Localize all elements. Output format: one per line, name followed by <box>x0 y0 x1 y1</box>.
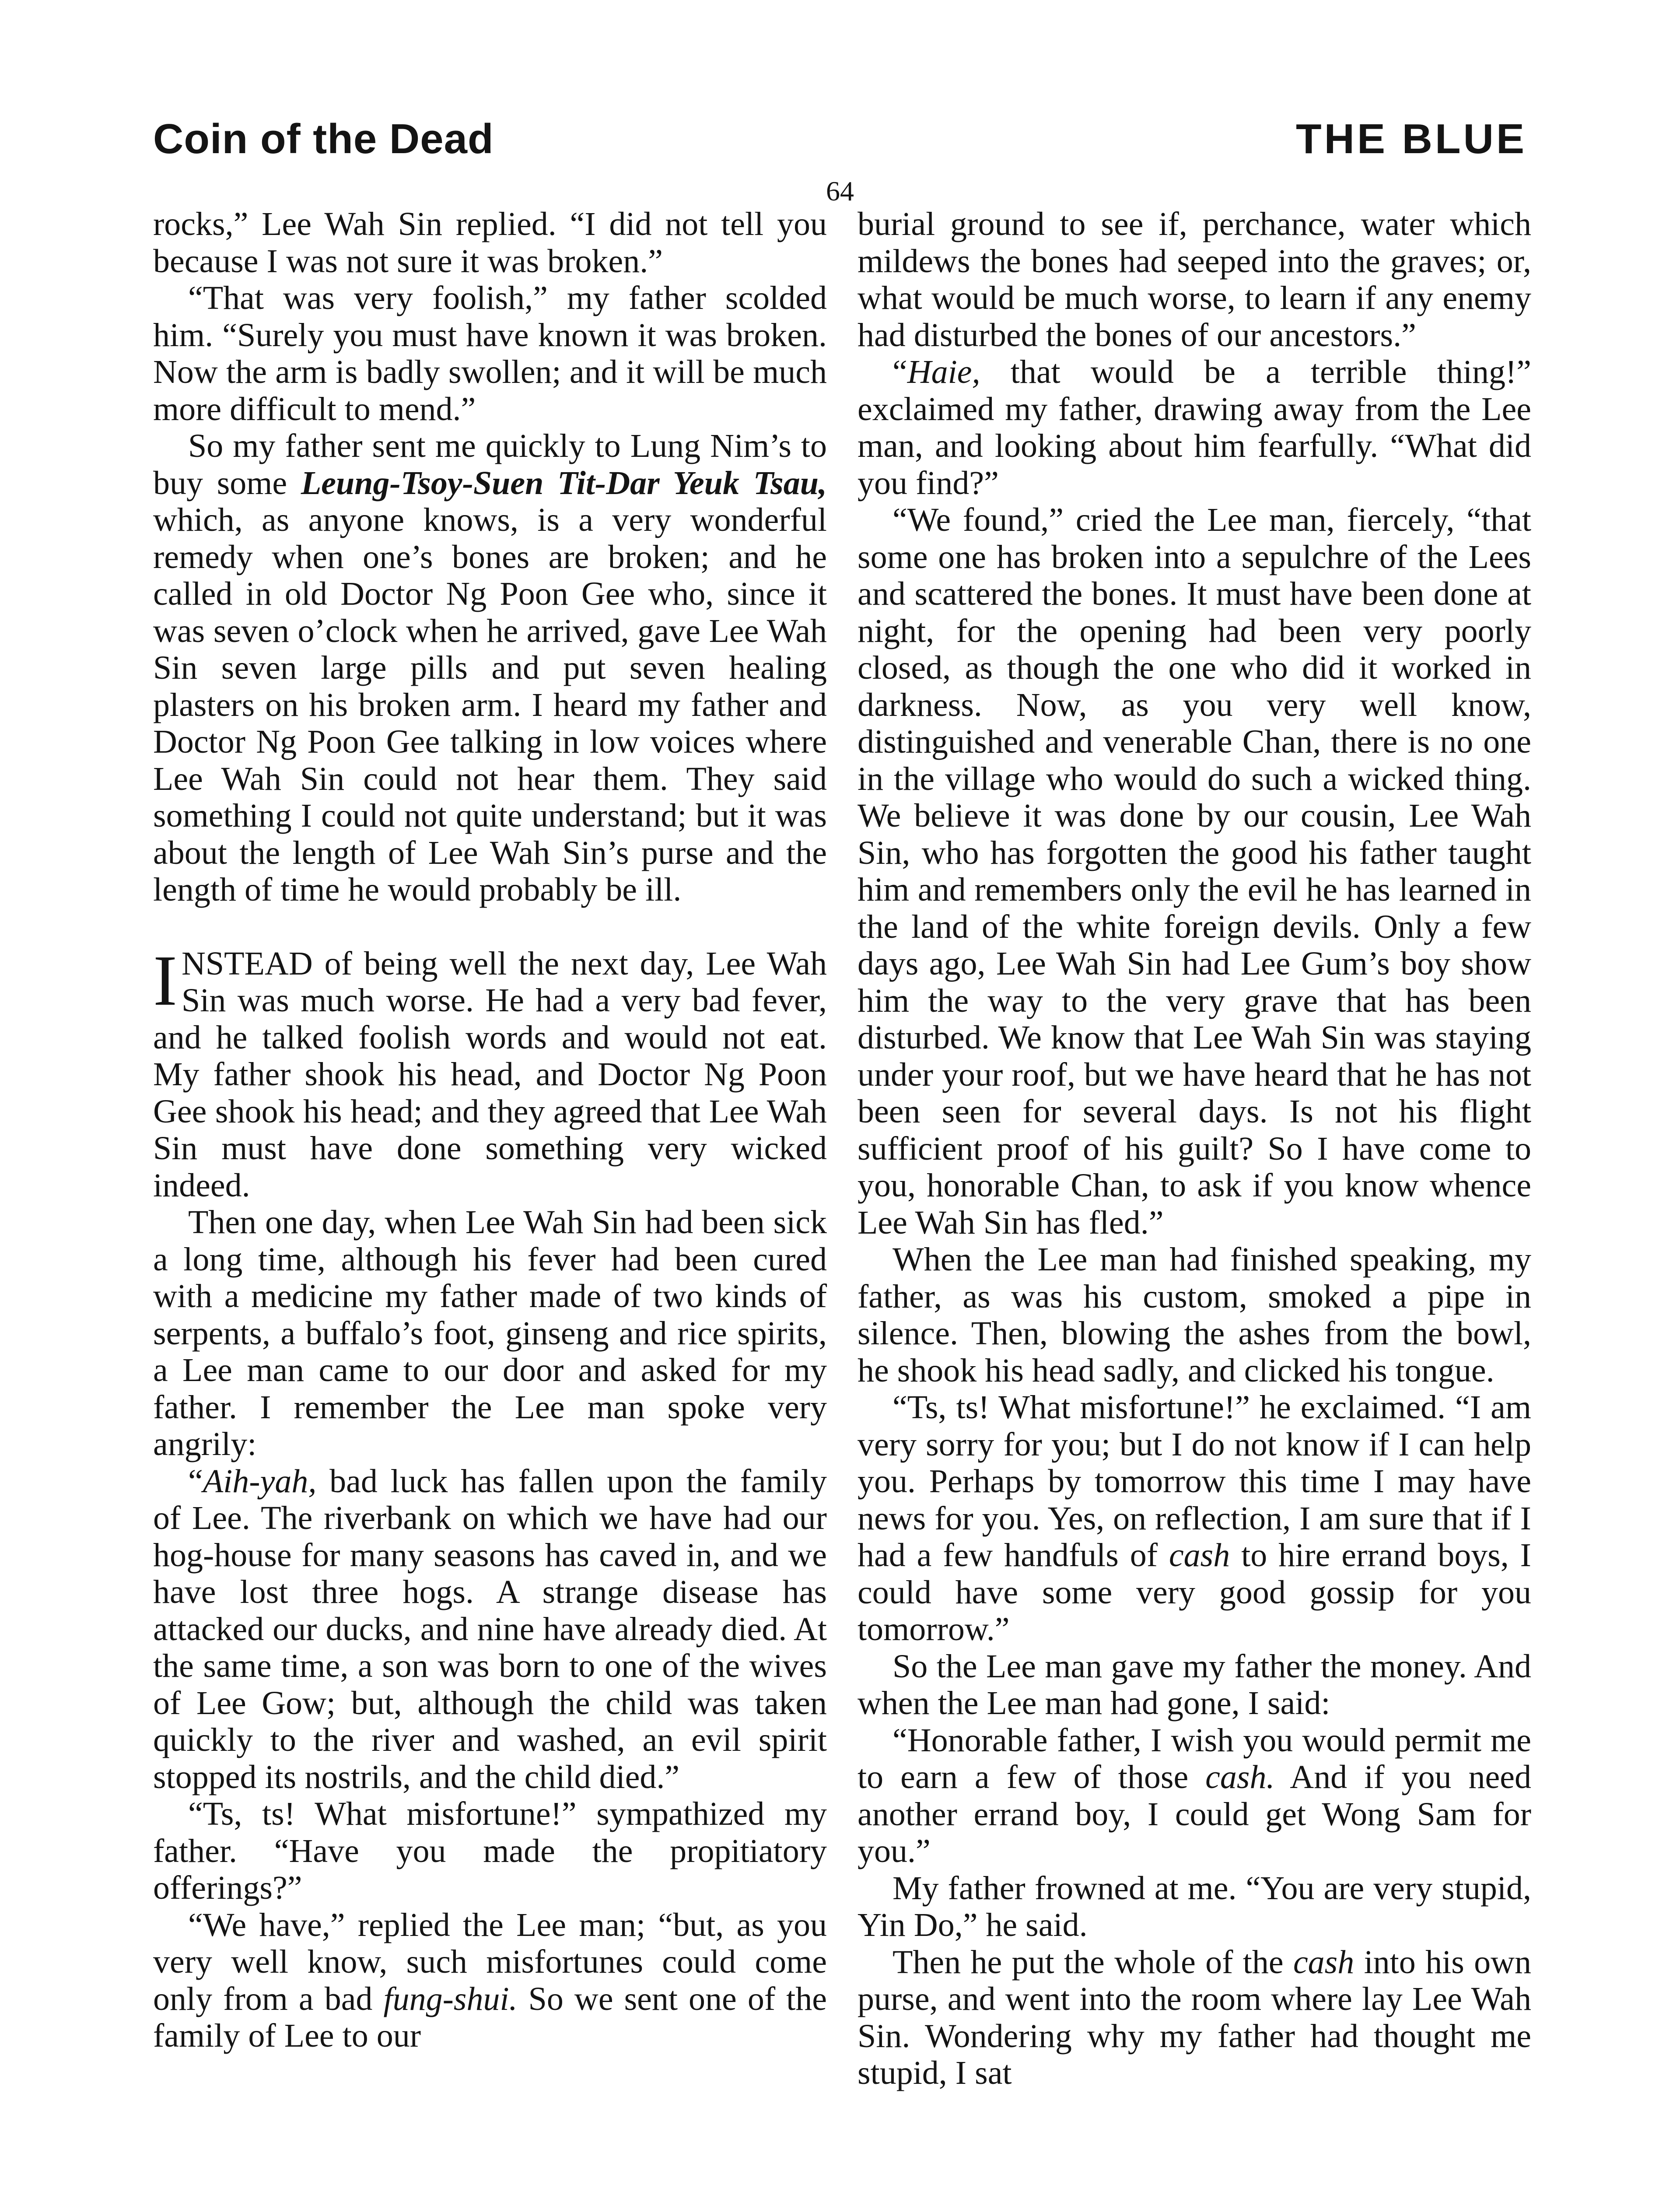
paragraph-continued <box>858 206 1531 354</box>
paragraph <box>153 280 827 428</box>
italic-text: Leung-Tsoy-Suen Tit-Dar Yeuk Tsau, <box>301 464 827 501</box>
paragraph <box>153 428 827 908</box>
text-run: “Ts, ts! What misfortune!” he exclaimed. “I am very sorry for you; but I do not know if I can help you. Perhaps by tomorrow this time I may have news for you. Yes, on reflection, I am sure that if I had a few handfuls of <box>858 1389 1531 1574</box>
text-run: that would be a terrible thing!” exclaimed my father, drawing away from the Lee man, and looking about him fearfully. “What did you find?” <box>858 354 1531 501</box>
paragraph <box>153 1907 827 2055</box>
italic-text: cash <box>1169 1537 1230 1574</box>
paragraph-continued <box>153 206 827 280</box>
text-run: to hire errand boys, I could have some very good gossip for you tomorrow.” <box>858 1537 1531 1648</box>
paragraph <box>153 1204 827 1463</box>
text-run: “ <box>892 354 907 390</box>
paragraph <box>858 1241 1531 1389</box>
magazine-title: THE BLUE <box>1296 116 1527 162</box>
text-run: NSTEAD of being well the next day, Lee Wah Sin was much worse. He had a very bad fever, and he talked foolish words and would not eat. My father shook his head, and Doctor Ng Poon Gee shook his head; and they agreed that Lee Wah Sin must have done something very wicked indeed. <box>153 945 827 1204</box>
text-run: which, as anyone knows, is a very wonderful remedy when one’s bones are broken; and he called in old Doctor Ng Poon Gee who, since it was seven o’clock when he arrived, gave Lee Wah Sin seven large pills and put seven healing plasters on his broken arm. I heard my father and Doctor Ng Poon Gee talking in low voices where Lee Wah Sin could not hear them. They said something I could not quite understand; but it was about the length of Lee Wah Sin’s purse and the length of time he would probably be ill. <box>153 501 827 908</box>
text-run: “That was very foolish,” my father scolded him. “Surely you must have known it was broken. Now the arm is badly swollen; and it will be much more difficult to mend.” <box>153 280 827 428</box>
paragraph <box>858 1870 1531 1944</box>
paragraph <box>153 1463 827 1796</box>
italic-text: cash <box>1293 1943 1354 1981</box>
paragraph <box>858 1944 1531 2092</box>
text-run: My father frowned at me. “You are very stupid, Yin Do,” he said. <box>858 1869 1531 1943</box>
text-run: into his own purse, and went into the room where lay Lee Wah Sin. Wondering why my father had thought me stupid, I sat <box>858 1943 1531 2091</box>
text-run: burial ground to see if, perchance, water which mildews the bones had seeped into the graves; or, what would be much worse, to learn if any enemy had disturbed the bones of our ancestors.” <box>858 206 1531 354</box>
story-title: Coin of the Dead <box>153 116 494 162</box>
section-start-paragraph <box>153 940 827 1204</box>
italic-text: Haie, <box>907 354 980 390</box>
paragraph <box>858 354 1531 501</box>
italic-text: Aih-yah, <box>203 1462 317 1500</box>
drop-cap: I <box>153 940 177 1020</box>
page-number: 64 <box>826 175 854 207</box>
text-run: “Ts, ts! What misfortune!” sympathized my father. “Have you made the propitiatory offerings?” <box>153 1795 827 1906</box>
text-run: rocks,” Lee Wah Sin replied. “I did not tell you because I was not sure it was broken.” <box>153 206 827 280</box>
text-run: When the Lee man had finished speaking, my father, as was his custom, smoked a pipe in silence. Then, blowing the ashes from the bowl, he shook his head sadly, and clicked his tongue. <box>858 1241 1531 1389</box>
right-column <box>858 206 1531 2092</box>
text-run: So we sent one of the family of Lee to our <box>153 1980 827 2054</box>
text-run: Then he put the whole of the <box>892 1943 1293 1981</box>
text-run: “We found,” cried the Lee man, fiercely, “that some one has broken into a sepulchre of the Lees and scattered the bones. It must have been done at night, for the opening had been very poorly closed, as though the one who did it worked in darkness. Now, as you very well know, distinguished and venerable Chan, there is no one in the village who would do such a wicked thing. We believe it was done by our cousin, Lee Wah Sin, who has forgotten the good his father taught him and remembers only the evil he has learned in the land of the white foreign devils. Only a few days ago, Lee Wah Sin had Lee Gum’s boy show him the way to the very grave that has been disturbed. We know that Lee Wah Sin was staying under your roof, but we have heard that he has not been seen for several days. Is not his flight sufficient proof of his guilt? So I have come to you, honorable Chan, to ask if you know whence Lee Wah Sin has fled.” <box>858 501 1531 1241</box>
text-run: “Honorable father, I wish you would permit me to earn a few of those <box>858 1722 1531 1795</box>
paragraph <box>858 501 1531 1241</box>
text-run: So the Lee man gave my father the money. And when the Lee man had gone, I said: <box>858 1648 1531 1722</box>
italic-text: fung-shui. <box>383 1980 518 2017</box>
paragraph <box>153 1795 827 1907</box>
paragraph <box>858 1648 1531 1722</box>
text-run: “ <box>188 1462 203 1500</box>
text-run: Then one day, when Lee Wah Sin had been sick a long time, although his fever had been cured with a medicine my father made of two kinds of serpents, a buffalo’s foot, ginseng and rice spirits, a Lee man came to our door and asked for my father. I remember the Lee man spoke very angrily: <box>153 1204 827 1462</box>
italic-text: cash. <box>1205 1759 1275 1795</box>
left-column <box>153 206 827 2055</box>
text-run: And if you need another errand boy, I could get Wong Sam for you.” <box>858 1759 1531 1869</box>
text-run: “We have,” replied the Lee man; “but, as you very well know, such misfortunes could come only from a bad <box>153 1906 827 2017</box>
paragraph <box>858 1722 1531 1870</box>
paragraph <box>858 1389 1531 1648</box>
text-run: So my father sent me quickly to Lung Nim’s to buy some <box>153 428 827 501</box>
text-run: bad luck has fallen upon the family of Lee. The riverbank on which we have had our hog-house for many seasons has caved in, and we have lost three hogs. A strange disease has attacked our ducks, and nine have already died. At the same time, a son was born to one of the wives of Lee Gow; but, although the child was taken quickly to the river and washed, an evil spirit stopped its nostrils, and the child died.” <box>153 1462 827 1795</box>
